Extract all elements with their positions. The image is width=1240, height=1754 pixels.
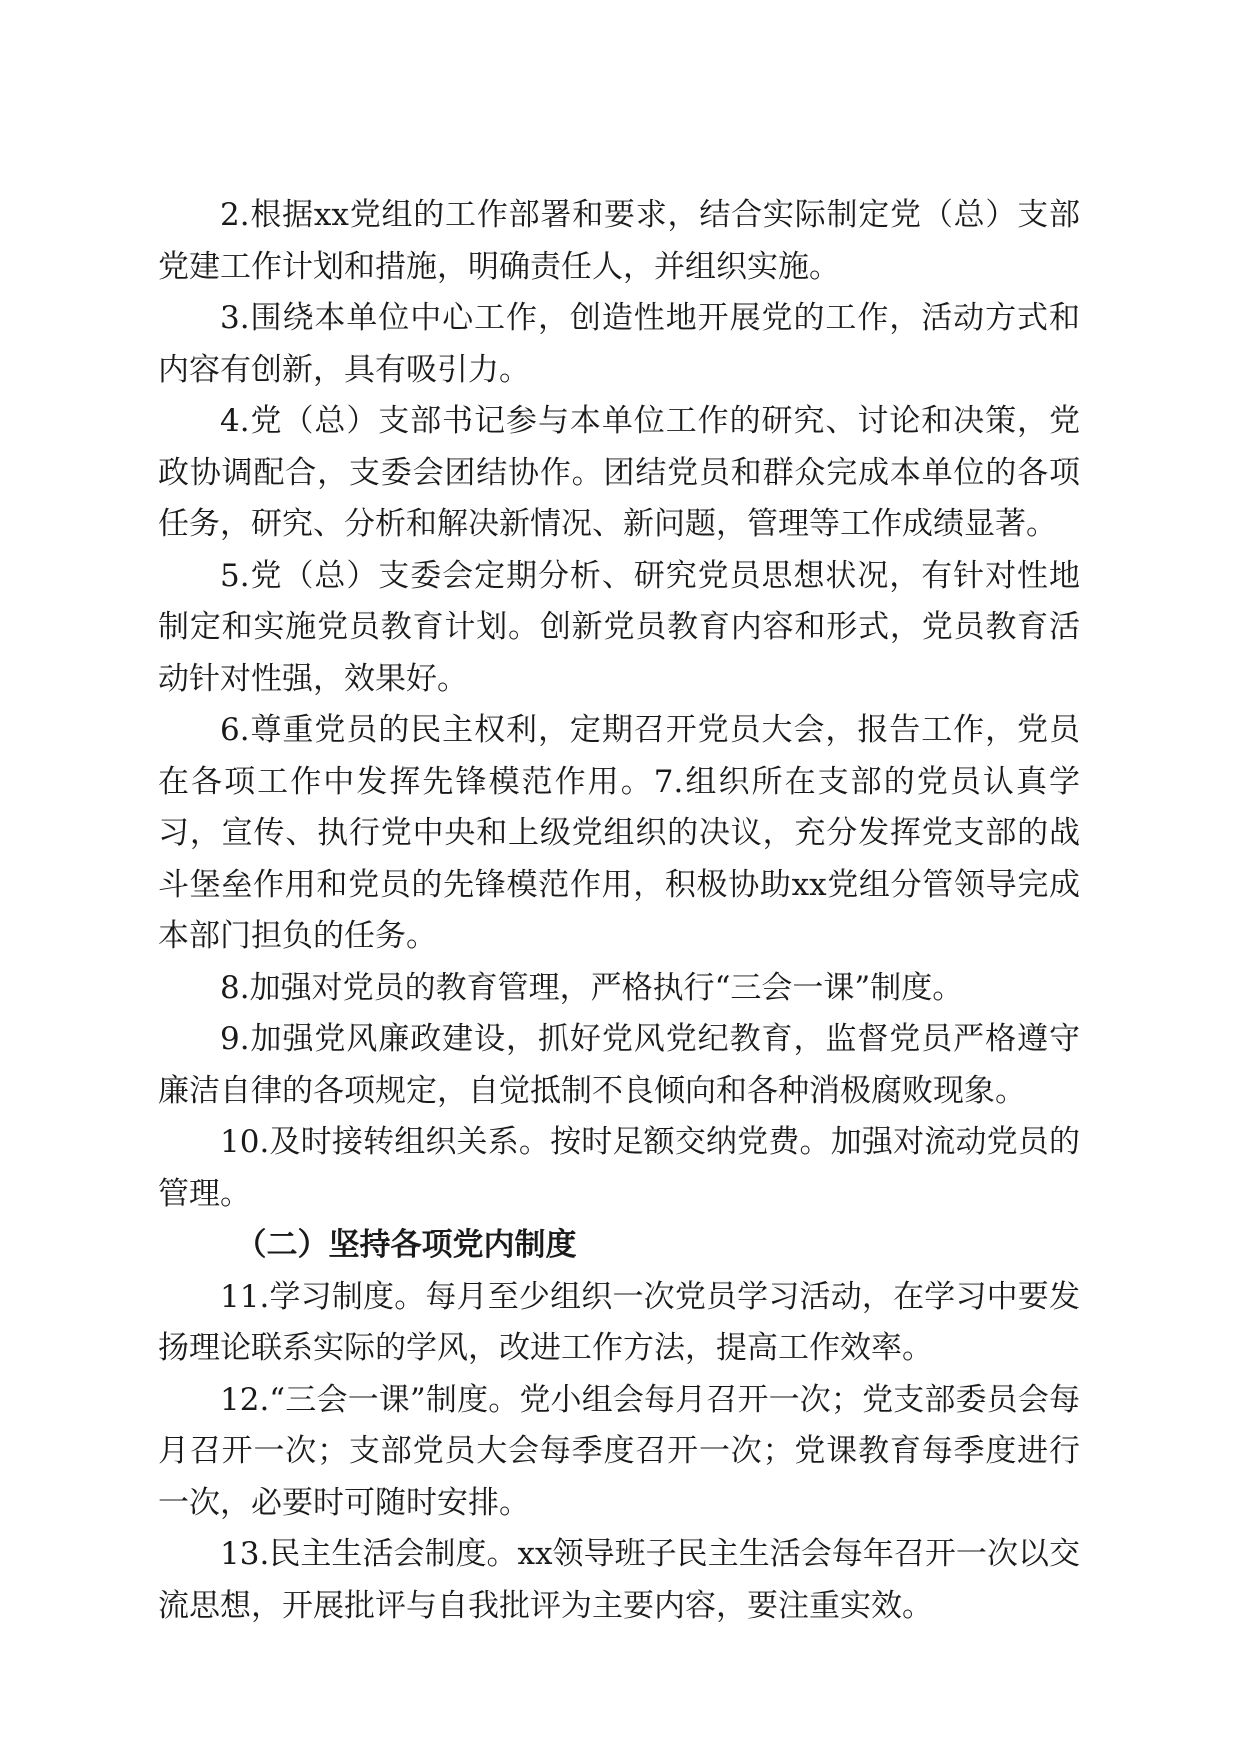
paragraph-item-12: 12.“三会一课”制度。党小组会每月召开一次；党支部委员会每月召开一次；支部党员大会每季度召开一次；党课教育每季度进行一次，必要时可随时安排。 [158, 1381, 1080, 1521]
paragraph-item-2: 2.根据xx党组的工作部署和要求，结合实际制定党（总）支部党建工作计划和措施，明确责任人，并组织实施。 [158, 197, 1080, 285]
paragraph-item-3: 3.围绕本单位中心工作，创造性地开展党的工作，活动方式和内容有创新，具有吸引力。 [158, 300, 1080, 388]
paragraph-item-11: 11.学习制度。每月至少组织一次党员学习活动，在学习中要发扬理论联系实际的学风，改进工作方法，提高工作效率。 [158, 1278, 1080, 1366]
paragraph-item-13: 13.民主生活会制度。xx领导班子民主生活会每年召开一次以交流思想，开展批评与自我批评为主要内容，要注重实效。 [158, 1536, 1080, 1624]
paragraph-item-4: 4.党（总）支部书记参与本单位工作的研究、讨论和决策，党政协调配合，支委会团结协作。团结党员和群众完成本单位的各项任务，研究、分析和解决新情况、新问题，管理等工作成绩显著。 [158, 403, 1080, 542]
document-body [158, 190, 1080, 1632]
paragraph-item-10: 10.及时接转组织关系。按时足额交纳党费。加强对流动党员的管理。 [158, 1124, 1080, 1212]
section-heading: （二）坚持各项党内制度 [235, 1227, 577, 1263]
paragraph-item-6-7: 6.尊重党员的民主权利，定期召开党员大会，报告工作，党员在各项工作中发挥先锋模范作用。7.组织所在支部的党员认真学习，宣传、执行党中央和上级党组织的决议，充分发挥党支部的战斗堡垒作用和党员的先锋模范作用，积极协助xx党组分管领导完成本部门担负的任务。 [158, 712, 1080, 954]
paragraph-item-5: 5.党（总）支委会定期分析、研究党员思想状况，有针对性地制定和实施党员教育计划。创新党员教育内容和形式，党员教育活动针对性强，效果好。 [158, 557, 1080, 697]
paragraph-item-8: 8.加强对党员的教育管理，严格执行“三会一课”制度。 [220, 969, 964, 1006]
paragraph-item-9: 9.加强党风廉政建设，抓好党风党纪教育，监督党员严格遵守廉洁自律的各项规定，自觉抵制不良倾向和各种消极腐败现象。 [158, 1021, 1080, 1109]
